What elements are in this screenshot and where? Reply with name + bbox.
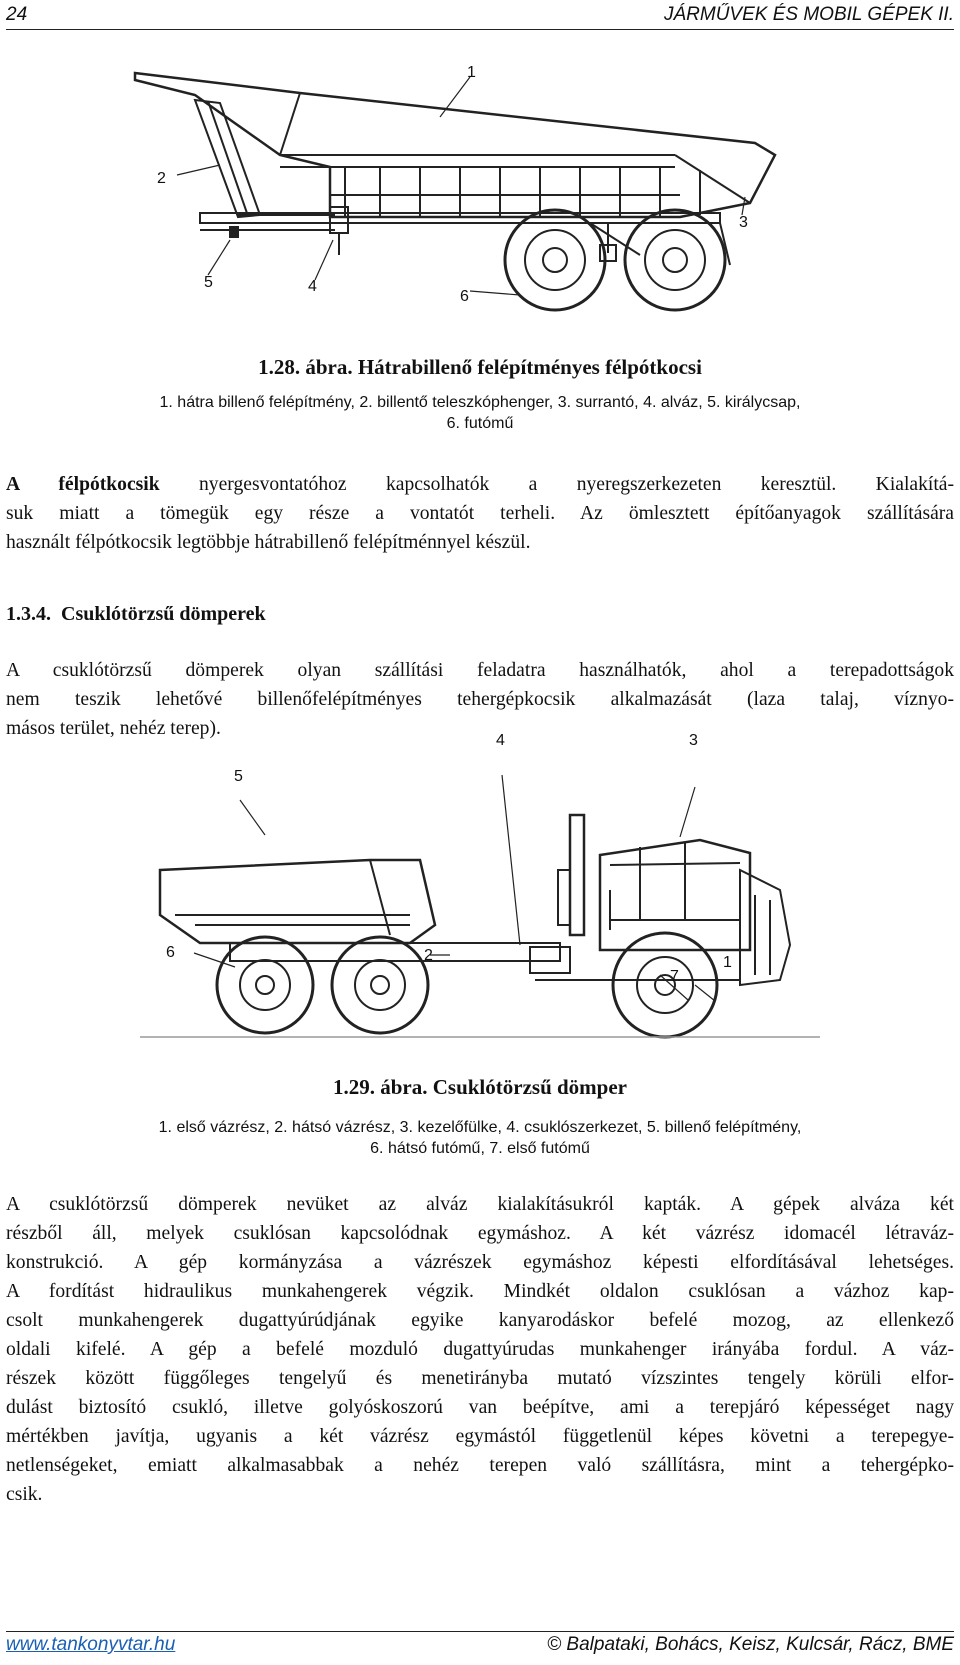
fig2-callout-4: 4	[496, 732, 505, 749]
para3-line: részből áll, melyek csuklósan kapcsolódnak egymáshoz. A két vázrész idomacél létraváz-	[6, 1223, 954, 1244]
para2-line2: nem teszik lehetővé billenőfelépítményes tehergépkocsik alkalmazását (laza talaj, víznyo-	[6, 689, 954, 710]
figure2-title: 1.29. ábra. Csuklótörzsű dömper	[332, 1075, 627, 1099]
fig2-callout-7: 7	[670, 968, 679, 985]
para2-line3: másos terület, nehéz terep).	[6, 718, 221, 739]
para1-line3: használt félpótkocsik legtöbbje hátrabillenő felépítménnyel készül.	[6, 532, 531, 553]
figure-semitrailer	[120, 55, 820, 315]
figure1-title: 1.28. ábra. Hátrabillenő felépítményes félpótkocsi	[258, 355, 702, 379]
para3-line: A fordítást hidraulikus munkahengerek végzik. Mindkét oldalon csuklósan a vázhoz kap-	[6, 1281, 954, 1302]
para1-bold-lead: A félpótkocsik	[6, 474, 160, 495]
page-number: 24	[6, 4, 28, 25]
para3-line: mértékben javítja, ugyanis a két vázrész egymástól függetlenül képes követni a terepegye-	[6, 1426, 954, 1447]
section-number: 1.3.4.	[6, 603, 51, 625]
fig1-callout-2: 2	[157, 170, 166, 187]
figure1-legend-line2: 6. futómű	[446, 415, 514, 432]
page-header	[6, 0, 954, 30]
para3-line: csik.	[6, 1484, 43, 1505]
book-title: JÁRMŰVEK ÉS MOBIL GÉPEK II.	[663, 4, 954, 25]
footer-url-link[interactable]: www.tankonyvtar.hu	[6, 1634, 176, 1655]
para3-line: részek között függőleges tengelyű és menetirányba mutató vízszintes tengely körüli elfor-	[6, 1368, 954, 1389]
para3-line: oldali kifelé. A gép a befelé mozduló dugattyúrudas munkahenger irányába fordul. A váz-	[6, 1339, 954, 1360]
fig2-callout-6: 6	[166, 944, 175, 961]
fig2-callout-3: 3	[689, 732, 698, 749]
paragraph-articulated-dumper	[6, 1190, 954, 1509]
para3-line: csolt munkahengerek dugattyúrúdjának egyike kanyarodáskor befelé mozog, az ellenkező	[6, 1310, 954, 1331]
header-rule	[6, 29, 954, 30]
para1-line1-rest: nyergesvontatóhoz kapcsolhatók a nyeregszerkezeten keresztül. Kialakítá-	[159, 474, 954, 495]
section-heading	[6, 603, 266, 626]
fig2-callout-1: 1	[723, 954, 732, 971]
figure2-legend	[0, 1117, 960, 1159]
para3-line: A csuklótörzsű dömperek nevüket az alváz kialakításukról kapták. A gépek alváza két	[6, 1194, 954, 1215]
figure1-legend	[0, 392, 960, 434]
paragraph-intro	[6, 656, 954, 743]
paragraph-semitrailers	[6, 470, 954, 557]
para1-line2: suk miatt a tömegük egy része a vontatót terheli. Az ömlesztett építőanyagok szállítására	[6, 503, 954, 524]
para3-line: netlenségeket, emiatt alkalmasabbak a nehéz terepen való szállításra, mint a tehergépko-	[6, 1455, 954, 1476]
section-title: Csuklótörzsű dömperek	[61, 603, 266, 625]
para1-line1	[6, 470, 954, 499]
figure2-legend-line2: 6. hátsó futómű, 7. első futómű	[370, 1140, 590, 1157]
fig1-callout-4: 4	[308, 278, 317, 295]
fig1-callout-5: 5	[204, 274, 213, 291]
para2-line1: A csuklótörzsű dömperek olyan szállítási feladatra használhatók, ahol a terepadottságok	[6, 660, 954, 681]
figure1-legend-line1: 1. hátra billenő felépítmény, 2. billentő teleszkóphenger, 3. surrantó, 4. alváz, 5. királycsap,	[159, 394, 801, 411]
figure-articulated-dumper	[140, 732, 820, 1055]
footer-rule	[6, 1631, 954, 1632]
figure2-legend-line1: 1. első vázrész, 2. hátsó vázrész, 3. kezelőfülke, 4. csuklószerkezet, 5. billenő felépítmény,	[158, 1119, 802, 1136]
fig2-callout-2: 2	[424, 947, 433, 964]
footer-credit: © Balpataki, Bohács, Keisz, Kulcsár, Rácz, BME	[547, 1634, 954, 1655]
fig1-callout-3: 3	[739, 214, 748, 231]
para3-line: konstrukció. A gép kormányzása a vázrészek egymáshoz képesti elfordításával lehetséges.	[6, 1252, 954, 1273]
para3-line: dulást biztosító csukló, illetve golyóskoszorú van beépítve, ami a terepjáró képességet nagy	[6, 1397, 954, 1418]
page-footer	[6, 1634, 954, 1662]
fig1-callout-1: 1	[467, 64, 476, 81]
semitrailer-drawing	[120, 55, 820, 315]
fig2-callout-5: 5	[234, 768, 243, 785]
fig1-callout-6: 6	[460, 288, 469, 305]
dumper-drawing	[140, 732, 820, 1055]
